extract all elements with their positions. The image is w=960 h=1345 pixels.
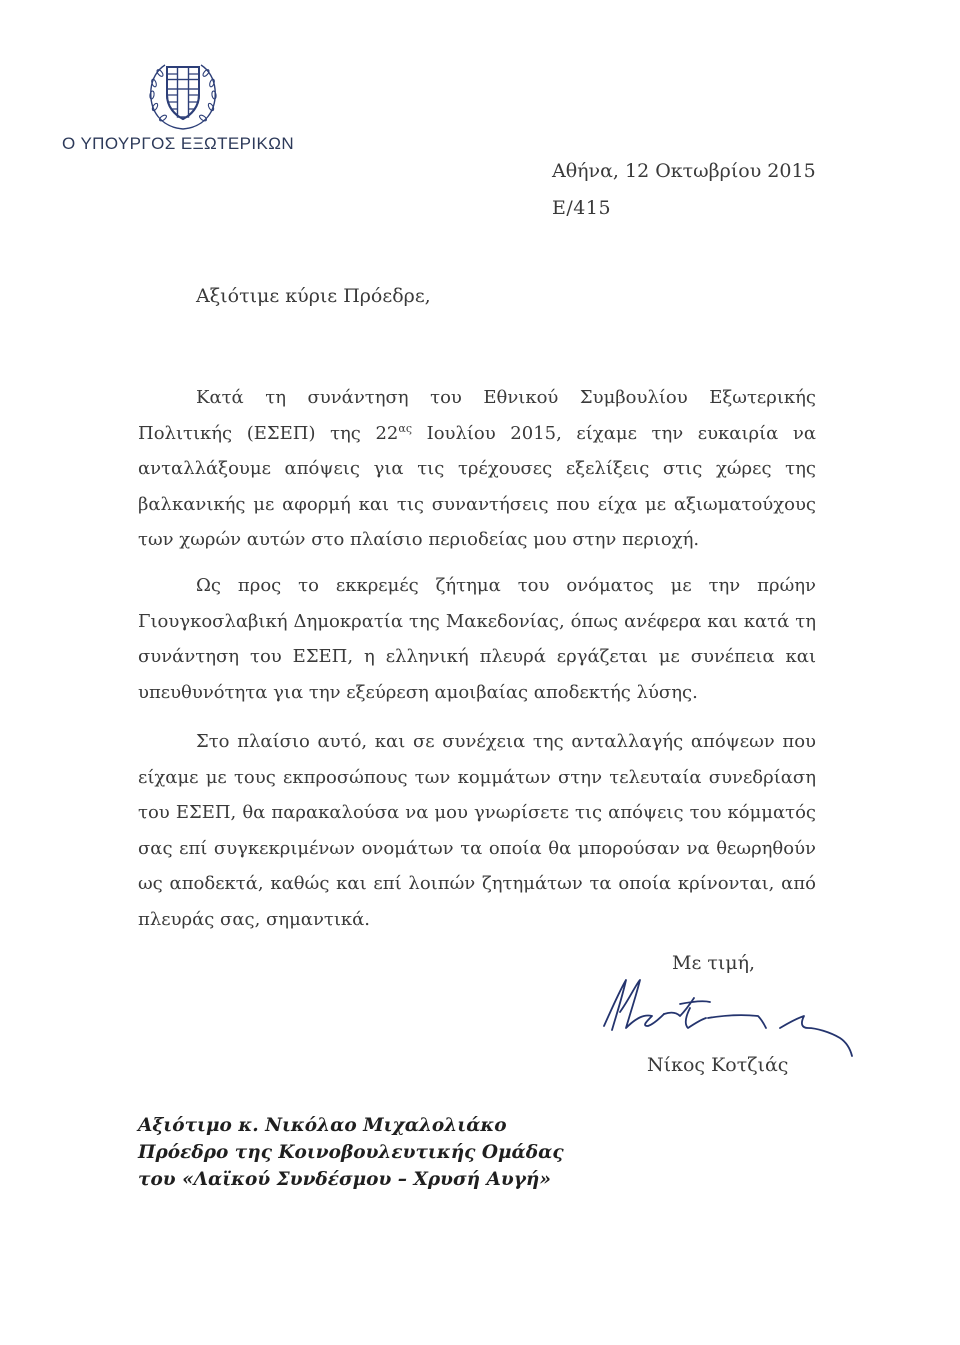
handwritten-signature: [590, 968, 870, 1063]
reference-number: Ε/415: [552, 197, 612, 219]
coat-of-arms-emblem: [143, 55, 223, 135]
paragraph-1-text-end: Ιουλίου 2015, είχαμε την ευκαιρία να ανταλλάξουμε απόψεις για τις τρέχουσες εξελίξεις στις χώρες της βαλκανικής με αφορμή και τις συναντήσεις που είχα με αξιωματούχους των χωρών αυτών στο πλαίσιο περιοδείας μου στην περιοχή.: [138, 422, 816, 550]
letter-date: Αθήνα, 12 Οκτωβρίου 2015: [552, 160, 816, 182]
body-paragraph-3: Στο πλαίσιο αυτό, και σε συνέχεια της ανταλλαγής απόψεων που είχαμε με τους εκπροσώπους των κομμάτων στην τελευταία συνεδρίαση του ΕΣΕΠ, θα παρακαλούσα να μου γνωρίσετε τις απόψεις του κόμματός σας επί συγκεκριμένων ονομάτων τα οποία θα μπορούσαν να θεωρηθούν ως αποδεκτά, καθώς και επί λοιπών ζητημάτων τα οποία κρίνονται, από πλευράς σας, σημαντικά.: [138, 731, 816, 930]
paragraph-1-text-start: Κατά τη συνάντηση του Εθνικού Συμβουλίου Εξωτερικής Πολιτικής (ΕΣΕΠ) της 22: [138, 387, 816, 444]
salutation: Αξιότιμε κύριε Πρόεδρε,: [196, 285, 431, 307]
addressee-line-1: Αξιότιμο κ. Νικόλαο Μιχαλολιάκο: [138, 1115, 507, 1136]
addressee-line-2: Πρόεδρο της Κοινοβουλευτικής Ομάδας: [138, 1142, 564, 1163]
ministry-title: Ο ΥΠΟΥΡΓΟΣ ΕΞΩΤΕΡΙΚΩΝ: [62, 134, 295, 153]
body-paragraph-2: Ως προς το εκκρεμές ζήτημα του ονόματος με την πρώην Γιουγκοσλαβική Δημοκρατία της Μακεδονίας, όπως ανέφερα και κατά τη συνάντηση του ΕΣΕΠ, η ελληνική πλευρά εργάζεται με συνέπεια και υπευθυνότητα για την εξεύρεση αμοιβαίας αποδεκτής λύσης.: [138, 575, 816, 703]
signer-name: Νίκος Κοτζιάς: [647, 1054, 789, 1076]
closing-phrase: Με τιμή,: [672, 952, 756, 974]
ordinal-suffix: ας: [398, 421, 412, 435]
body-paragraph-1: [138, 380, 816, 558]
addressee-block: [138, 1112, 564, 1193]
addressee-line-3: του «Λαϊκού Συνδέσμου – Χρυσή Αυγή»: [138, 1169, 551, 1190]
